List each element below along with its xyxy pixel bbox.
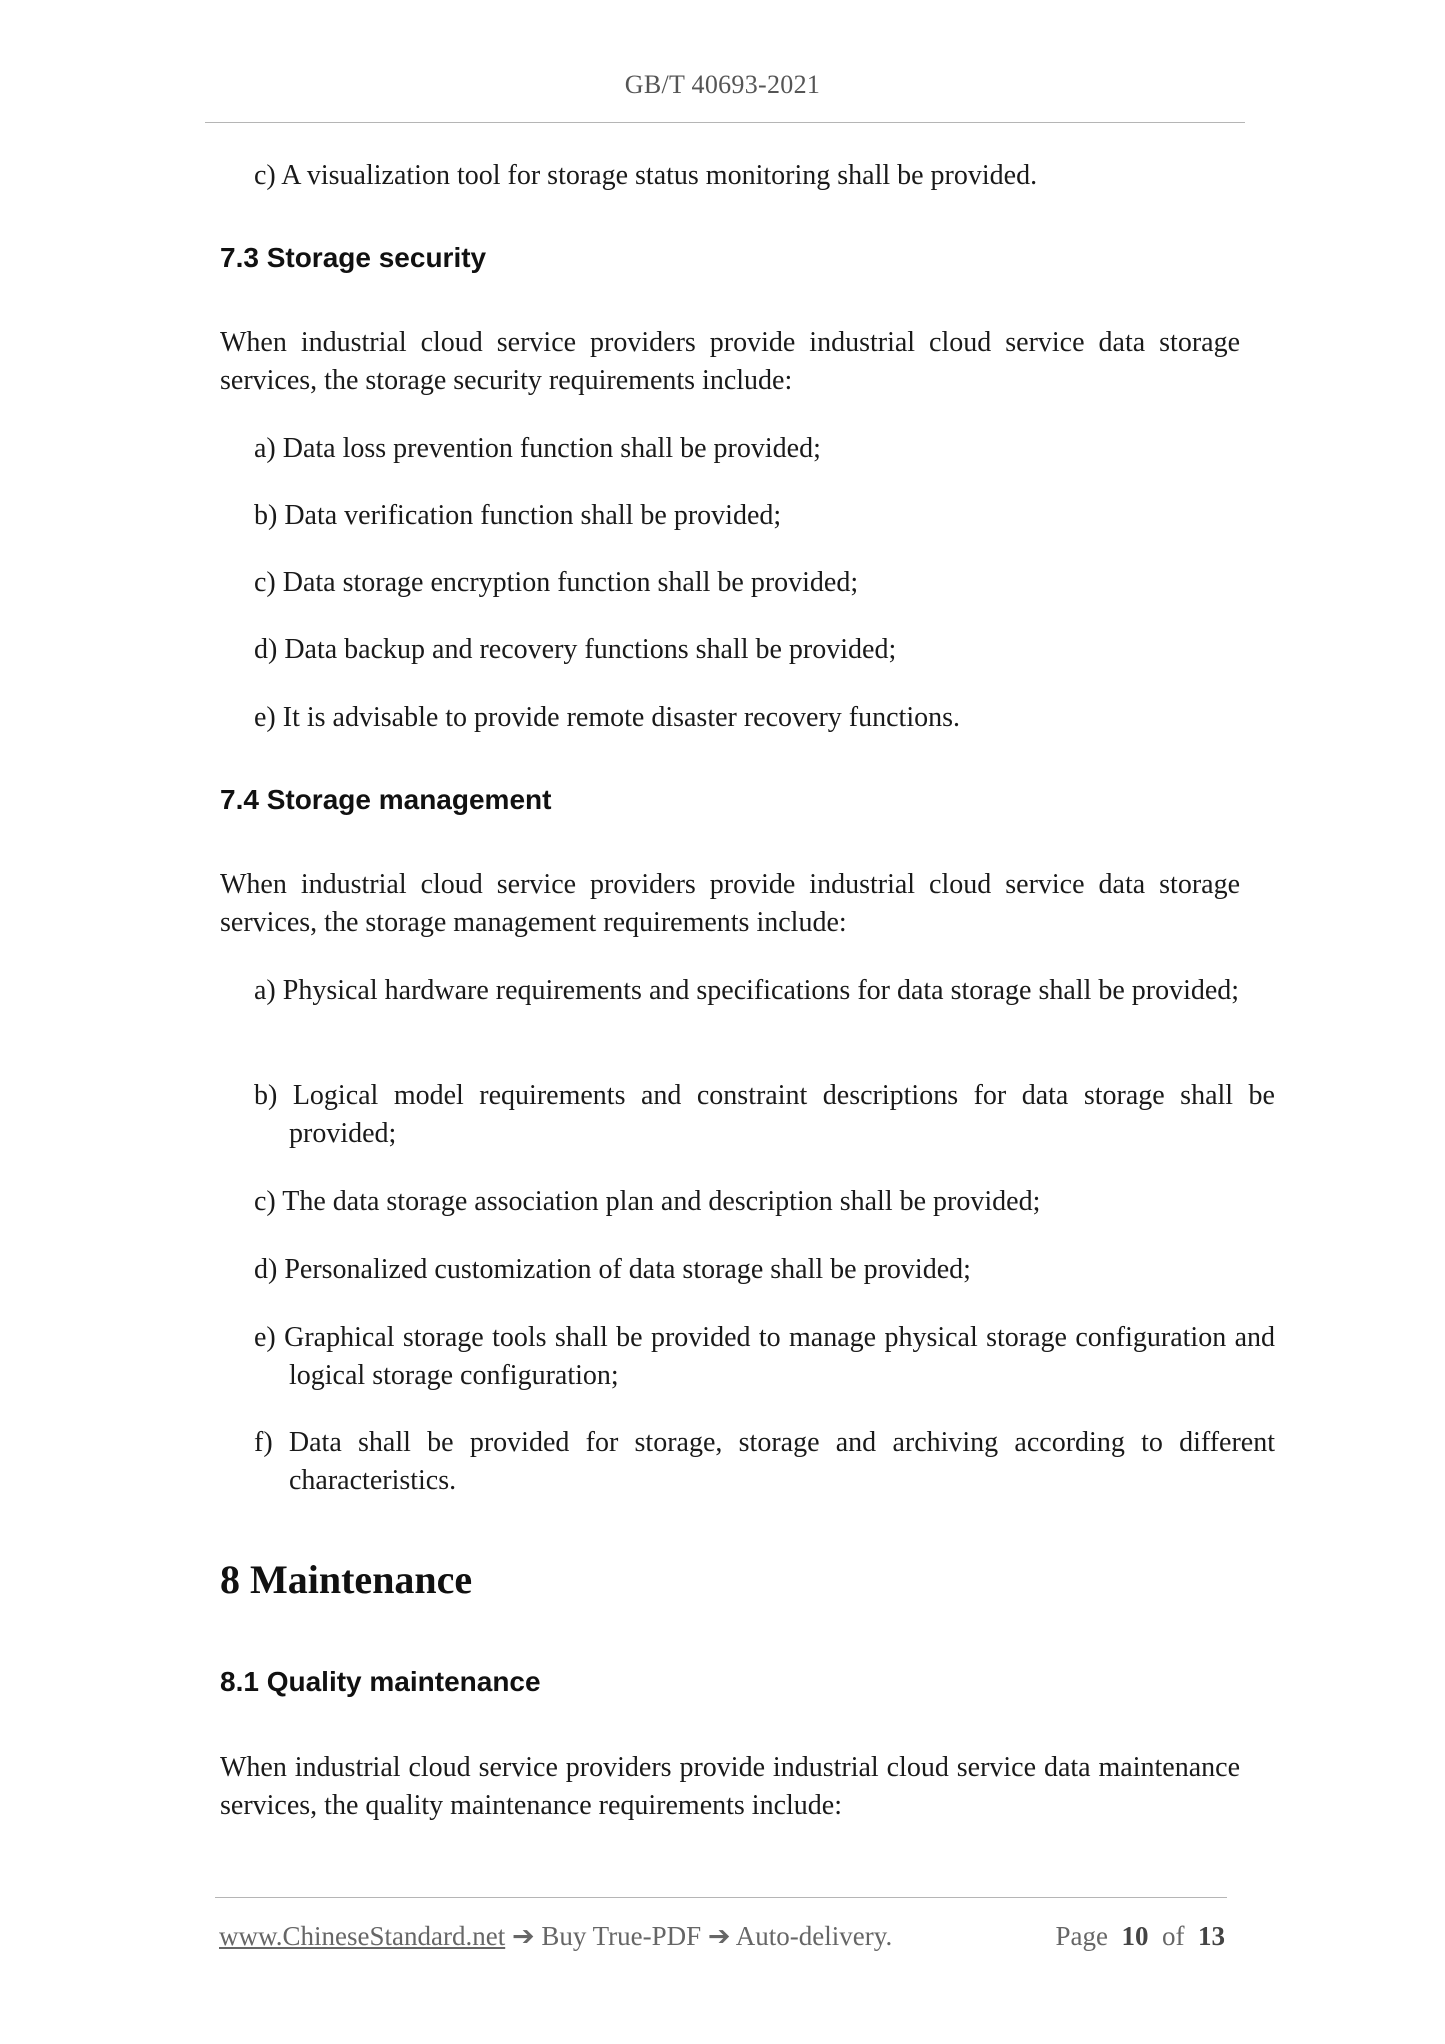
page-indicator (1056, 1918, 1225, 1954)
page-number: 10 (1121, 1921, 1149, 1951)
heading-7-4: 7.4 Storage management (220, 784, 552, 815)
website-link[interactable]: www.ChineseStandard.net (219, 1921, 506, 1951)
list-item-7-3-c: c) Data storage encryption function shall be provided; (254, 567, 859, 598)
page-label: Page (1055, 1921, 1108, 1951)
paragraph-7-3-intro: When industrial cloud service providers provide industrial cloud service data storage services, the storage security requirements include: (220, 327, 1240, 396)
list-item-7-3-a: a) Data loss prevention function shall be provided; (254, 433, 821, 464)
header-divider (205, 122, 1245, 123)
of-label: of (1162, 1921, 1185, 1951)
heading-chapter-8: 8 Maintenance (220, 1557, 473, 1602)
list-item-7-4-a: a) Physical hardware requirements and specifications for data storage shall be provided; (254, 975, 1240, 1006)
list-item-7-3-e: e) It is advisable to provide remote disaster recovery functions. (254, 702, 960, 733)
paragraph-7-4-intro: When industrial cloud service providers provide industrial cloud service data storage services, the storage management requirements include: (220, 869, 1240, 938)
page-total: 13 (1198, 1921, 1225, 1951)
list-item-7-4-e: e) Graphical storage tools shall be provided to manage physical storage configuration and logical storage configuration; (254, 1322, 1275, 1391)
auto-delivery-text: Auto-delivery. (735, 1921, 893, 1951)
document-header (0, 70, 1445, 100)
buy-pdf-text: Buy True-PDF (541, 1921, 702, 1951)
list-item-7-4-f: f) Data shall be provided for storage, storage and archiving according to different characteristics. (254, 1427, 1275, 1496)
arrow-right-icon: ➔ (707, 1921, 731, 1951)
list-item-7-4-b: b) Logical model requirements and constraint descriptions for data storage shall be provided; (254, 1080, 1275, 1149)
list-item-7-4-c: c) The data storage association plan and description shall be provided; (254, 1186, 1041, 1217)
heading-7-3: 7.3 Storage security (220, 242, 487, 273)
footer-left (219, 1918, 892, 1954)
footer-divider (215, 1897, 1227, 1898)
paragraph-8-1-intro: When industrial cloud service providers provide industrial cloud service data maintenance services, the quality maintenance requirements include: (220, 1752, 1240, 1821)
list-item-7-4-d: d) Personalized customization of data storage shall be provided; (254, 1254, 971, 1285)
heading-8-1: 8.1 Quality maintenance (220, 1666, 541, 1697)
standard-code: GB/T 40693-2021 (624, 70, 821, 99)
list-item-7-3-b: b) Data verification function shall be provided; (254, 500, 782, 531)
list-item-7-3-d: d) Data backup and recovery functions shall be provided; (254, 634, 897, 665)
arrow-right-icon: ➔ (511, 1921, 535, 1951)
list-item-7-2-c: c) A visualization tool for storage status monitoring shall be provided. (254, 160, 1038, 191)
